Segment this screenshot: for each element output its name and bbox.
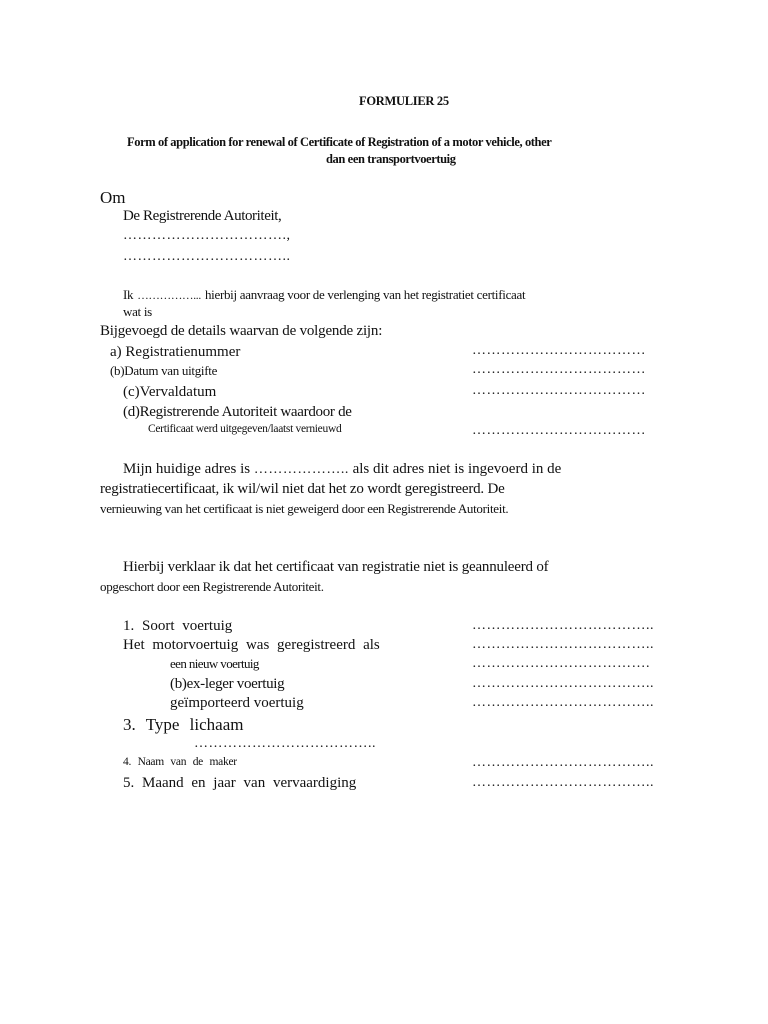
imported-vehicle-label: geïmporteerd voertuig — [170, 695, 304, 711]
address-para-prefix: Mijn huidige adres is — [123, 461, 251, 477]
body-type-label: 3. Type lichaam — [123, 715, 244, 734]
ex-army-vehicle-blank[interactable]: ……………………………….. — [472, 676, 654, 691]
maker-name-label: 4. Naam van de maker — [123, 756, 237, 768]
form-subtitle-line1: Form of application for renewal of Certificate of Registration of a motor vehicle, other — [127, 135, 552, 149]
ex-army-vehicle-label: (b)ex-leger voertuig — [170, 676, 285, 692]
vehicle-type-label: 1. Soort voertuig — [123, 618, 233, 634]
imported-vehicle-blank[interactable]: ……………………………….. — [472, 695, 654, 710]
manufacture-date-label: 5. Maand en jaar van vervaardiging — [123, 775, 357, 791]
registered-as-label: Het motorvoertuig was geregistreerd als — [123, 637, 380, 653]
new-vehicle-label: een nieuw voertuig — [170, 656, 259, 671]
vehicle-type-blank[interactable]: ……………………………….. — [472, 618, 654, 633]
ik-text: hierbij aanvraag voor de verlenging van het registratiet certificaat — [204, 287, 526, 302]
address-para-line2: registratiecertificaat, ik wil/wil niet dat het zo wordt geregistreerd. De — [100, 481, 505, 497]
declaration-line1: Hierbij verklaar ik dat het certificaat van registratie niet is geannuleerd of — [123, 559, 549, 575]
detail-authority-sub: Certificaat werd uitgegeven/laatst vernieuwd — [148, 423, 342, 435]
address-blank-2[interactable]: …………………………….. — [123, 249, 291, 264]
address-blank-1[interactable]: ……………………………., — [123, 228, 291, 243]
manufacture-date-blank[interactable]: ……………………………….. — [472, 775, 654, 790]
ik-name-blank[interactable]: ……………... — [137, 290, 201, 302]
detail-authority: (d)Registrerende Autoriteit waardoor de — [123, 404, 352, 420]
ik-line — [123, 287, 525, 303]
maker-name-blank[interactable]: ……………………………….. — [472, 755, 654, 770]
address-para-line1 — [123, 462, 561, 477]
wat-is: wat is — [123, 304, 152, 319]
form-subtitle-line2: dan een transportvoertuig — [326, 152, 456, 166]
detail-authority-blank[interactable]: ……………………………… — [472, 423, 646, 438]
current-address-blank[interactable]: ……………….. — [253, 462, 349, 477]
address-para-line3: vernieuwing van het certificaat is niet geweigerd door een Registrerende Autoriteit. — [100, 501, 509, 516]
registered-as-blank[interactable]: ……………………………….. — [472, 637, 654, 652]
detail-registration-number: a) Registratienummer — [110, 344, 241, 360]
body-type-blank[interactable]: ……………………………….. — [194, 736, 376, 751]
form-number: FORMULIER 25 — [359, 94, 449, 108]
details-intro: Bijgevoegd de details waarvan de volgende zijn: — [100, 323, 383, 339]
authority-label: De Registrerende Autoriteit, — [123, 208, 282, 224]
om-label: Om — [100, 188, 126, 207]
detail-expiry-date-blank[interactable]: ……………………………… — [472, 383, 646, 398]
detail-issue-date-blank[interactable]: ……………………………… — [472, 362, 646, 377]
detail-registration-number-blank[interactable]: ……………………………… — [472, 343, 646, 358]
address-para-suffix: als dit adres niet is ingevoerd in de — [352, 461, 562, 477]
ik-prefix: Ik — [123, 287, 134, 302]
detail-expiry-date: (c)Vervaldatum — [123, 384, 217, 400]
new-vehicle-blank[interactable]: ………………………………. — [472, 656, 650, 671]
declaration-line2: opgeschort door een Registrerende Autoriteit. — [100, 579, 324, 594]
detail-issue-date: (b)Datum van uitgifte — [110, 363, 218, 378]
